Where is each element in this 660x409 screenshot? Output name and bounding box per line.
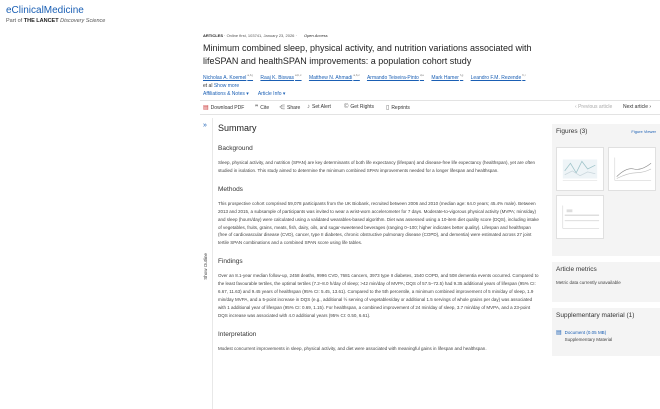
author-name[interactable]: Mark Hamer: [431, 74, 459, 81]
previous-article-link[interactable]: [575, 104, 612, 110]
set-alert-label: Set Alert: [312, 104, 331, 110]
affiliations-toggle[interactable]: Affiliations & Notes ▾: [203, 91, 249, 97]
figure-2-thumbnail-graphic: [609, 148, 655, 190]
background-text: Sleep, physical activity, and nutrition (SPAN) are key determinants of both life expectancy (lifespan) and disease-free life expectancy (healthspan), yet are often studied in isolation. This study aimed to determine the minimum combined SPAN improvements needed for a longer lifespan and healthspan.: [218, 160, 535, 173]
chevron-left-icon: ‹: [575, 104, 577, 110]
share-icon: ⋲: [279, 105, 285, 111]
author-name[interactable]: Matthew N. Ahmadi: [308, 74, 353, 81]
document-icon: ▤: [556, 330, 562, 336]
author-link[interactable]: [367, 75, 424, 81]
reprints-button[interactable]: [386, 104, 410, 111]
journal-sub-suffix: Discovery Science: [60, 18, 106, 24]
author-name[interactable]: Armando Teixeira-Pinto: [366, 74, 419, 81]
author-affil-sup: f,g: [459, 73, 464, 77]
previous-article-label: Previous article: [578, 104, 613, 110]
figure-thumbnail[interactable]: [556, 195, 604, 239]
findings-text: Over an 8.1-year median follow-up, 2458 deaths, 9996 CVD, 7681 cancers, 3973 type II diabetes, 1540 COPD, and 508 dementia events occurred. Compared to the least favourable tertiles, the optimal tertiles (7.2–8.0 h/day of sleep; >42 min/day of MVPA; DQS of 57.5–72.5) had 9.35 additional years of lifespan (95% CI: 6.67, 11.63) and 9.45 years of healthspan (95% CI: 5.45, 13.61). Compared to the 5th percentile, a minimum combined improvement of 5 min/day of sleep, 1.9 min/day MVPA, and a 5-point increase in DQS (e.g., additional ½ serving of vegetables/day or additional 1.5 servings of whole grains per day) was associated with 1 additional year of lifespan (95% CI: 0.69, 1.15). For healthspan, a combined improvement of 24 min/day of sleep, 3.7 min/day of MVPA, and a 23-point DQS increase was associated with 4.0 additional years (95% CI: 0.50, 6.61).: [218, 273, 539, 318]
chevron-right-icon: ›: [649, 104, 652, 110]
author-affil-sup: a,b,c: [295, 73, 302, 77]
methods-heading: Methods: [218, 185, 243, 193]
next-article-label: Next article: [623, 104, 649, 110]
author-name[interactable]: Nicholas A. Koemel: [203, 74, 247, 81]
cite-button[interactable]: [255, 104, 269, 111]
cite-label: Cite: [260, 104, 270, 111]
right-sidebar: [552, 124, 660, 362]
copyright-icon: ©: [344, 104, 349, 110]
author-affil-sup: a,b,j: [247, 73, 254, 77]
journal-sub-prefix: Part of: [6, 18, 23, 24]
quote-icon: ❞: [255, 105, 259, 111]
author-affil-sup: d,e: [419, 73, 425, 77]
article-metrics-title: Article metrics: [556, 266, 597, 273]
supplementary-description: Supplementary Material: [564, 337, 613, 342]
article-toolbar: [200, 100, 660, 115]
summary-section: [218, 122, 540, 364]
get-rights-button[interactable]: [344, 104, 374, 110]
background-heading: Background: [218, 145, 253, 152]
figure-thumbnail[interactable]: [608, 147, 656, 191]
lancet-brand[interactable]: THE LANCET: [23, 18, 59, 24]
figure-1-thumbnail-graphic: [557, 148, 603, 190]
pdf-icon: ▤: [203, 105, 209, 111]
author-link[interactable]: [203, 75, 253, 81]
author-name[interactable]: Raaj K. Biswas: [260, 74, 295, 81]
download-pdf-button[interactable]: [203, 104, 244, 111]
summary-heading: Summary: [218, 123, 257, 133]
get-rights-label: Get Rights: [350, 104, 375, 110]
article-metrics-text: Metric data currently unavailable: [556, 280, 621, 285]
article-info-links: [203, 91, 293, 97]
share-button[interactable]: [279, 104, 300, 111]
article-title: Minimum combined sleep, physical activity, and nutrition variations associated with lifeSPAN and healthSPAN improvements: a population cohort study: [203, 43, 532, 66]
share-label: Share: [287, 104, 301, 111]
article-kind: ARTICLES: [203, 33, 223, 38]
figure-viewer-link[interactable]: Figure Viewer: [631, 129, 656, 134]
journal-affiliation: [6, 17, 105, 25]
open-access-badge: Open Access: [303, 33, 328, 38]
article-online-date: · Online first, 103741, January 23, 2026 ·: [224, 33, 297, 38]
findings-heading: Findings: [218, 258, 243, 266]
figure-3-thumbnail-graphic: [557, 196, 603, 238]
author-affil-sup: h,i: [522, 73, 526, 77]
et-al-text: et al: [203, 82, 213, 89]
article-meta: [203, 33, 328, 38]
figures-title: Figures (3): [556, 128, 588, 135]
author-name[interactable]: Leandro F.M. Rezende: [470, 74, 522, 81]
methods-text: This prospective cohort comprised 59,078 participants from the UK Biobank, recruited between 2006 and 2010 (median age: 64.0 years; 45.4% male). Between 2013 and 2015, a subsample of participants was invited to wear a wrist-worn accelerometer for 7 days. Moderate-to-vigorous physical activity (MVPA; mins/day) and sleep (hours/day) were calculated using a validated wearables-based algorithm. Diet was assessed using a 10-item diet quality score (DQS), including intake of vegetables, fruits, grains, meats, fish, dairy, oils, and sugar-sweetened beverages (ranging 0–100; higher indicates better quality). Lifespan and healthspan (free of cardiovascular disease (CVD), cancer, type II diabetes, chronic obstructive pulmonary disease (COPD), and dementia) were estimated across 27 joint tertile SPAN combinations and a combined SPAN score using life tables.: [218, 200, 539, 246]
journal-name[interactable]: eClinicalMedicine: [6, 5, 84, 16]
author-link[interactable]: [260, 75, 301, 81]
author-link[interactable]: [471, 75, 526, 81]
interpretation-text: Modest concurrent improvements in sleep, physical activity, and diet were associated with meaningful gains in lifespan and healthspan.: [218, 345, 487, 351]
figure-thumbnail[interactable]: [556, 147, 604, 191]
interpretation-heading: Interpretation: [218, 330, 257, 338]
supplementary-title: Supplementary material (1): [556, 312, 635, 319]
next-article-link[interactable]: [623, 104, 651, 110]
author-list: [203, 71, 548, 90]
show-outline-label[interactable]: Show Outline: [203, 253, 208, 280]
journal-header: [6, 5, 105, 25]
document-icon: ▯: [386, 105, 390, 111]
download-pdf-label: Download PDF: [210, 104, 245, 111]
outline-rail[interactable]: [200, 118, 213, 409]
bell-icon: ♪: [307, 104, 310, 110]
figures-panel: [552, 124, 660, 256]
article-info-toggle[interactable]: Article Info ▾: [257, 91, 286, 97]
show-more-authors-link[interactable]: Show more: [213, 82, 240, 89]
reprints-label: Reprints: [391, 104, 410, 111]
author-link[interactable]: [309, 75, 360, 81]
article-metrics-panel: [552, 262, 660, 302]
author-link[interactable]: [431, 75, 463, 81]
supplementary-download-link[interactable]: Document (0.05 MB): [564, 330, 607, 335]
set-alert-button[interactable]: [307, 104, 331, 110]
supplementary-panel: [552, 308, 660, 356]
supplementary-item[interactable]: [556, 329, 656, 343]
expand-outline-icon[interactable]: »: [203, 122, 207, 129]
author-affil-sup: a,b,c: [353, 73, 360, 77]
